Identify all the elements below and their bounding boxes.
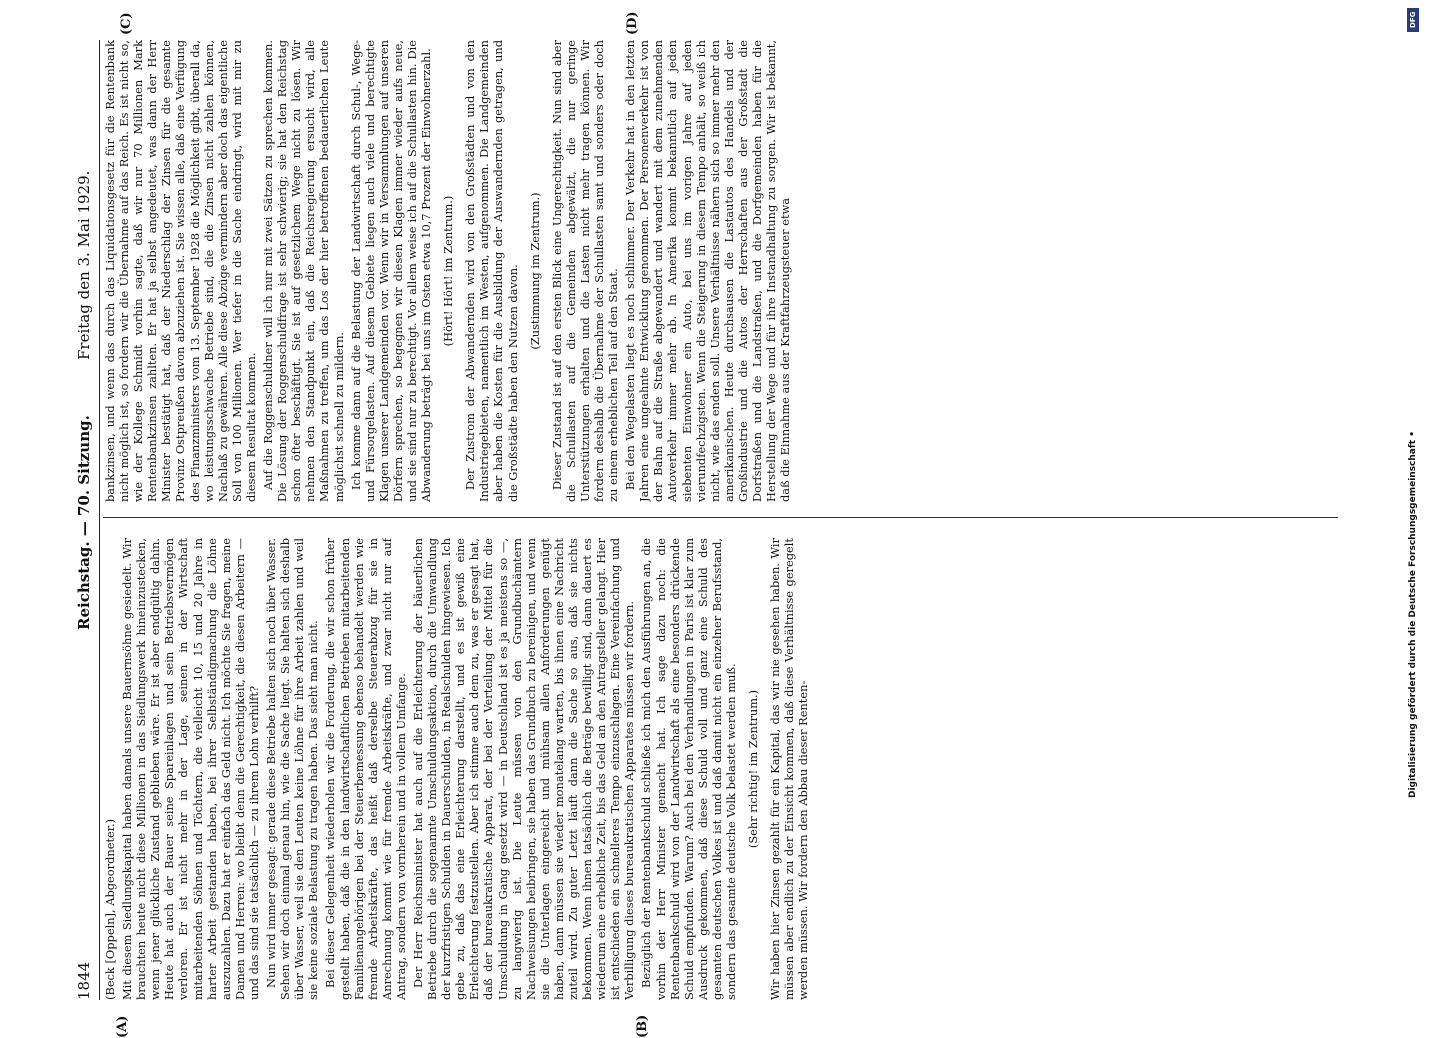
paragraph: Bei dieser Gelegenheit wiederholen wir die Forderung, die wir schon früher gestellt haben, daß die in den landwirtschaftlichen Betrieben mitarbeitenden Familienangehörigen bei der Steuerbemessung ebenso behandelt werden wie fremde Arbeitskräfte, das heißt daß derselbe Steuerabzug für sie in Anrechnung kommt wie für fremde Arbeitskräfte, und zwar nicht nur auf Antrag, sondern von vornherein und in vollem Umfange.: [323, 538, 408, 1000]
dfg-logo: DFG: [1407, 8, 1419, 32]
header-rule: [99, 40, 100, 1000]
speaker-line: (Beck [Oppeln], Abgeordneter.): [103, 818, 117, 1000]
interjection: (Hört! Hört! im Zentrum.): [441, 195, 456, 347]
paragraph: Mit diesem Siedlungskapital haben damals unsere Bauernsöhne gesiedelt. Wir brauchten heute nicht diese Millionen in das Siedlungswerk hineinzustecken, wenn jener glückliche Zustand geblieben wäre. Er ist aber endgültig dahin. Heute hat auch der Bauer seine Spareinlagen und sein Betriebsvermögen verloren. Er ist nicht mehr in der Lage, seinen in der Wirtschaft mitarbeitenden Söhnen und Töchtern, die vielleicht 10, 15 und 20 Jahre in harter Arbeit gestanden haben, bei ihrer Selbständigmachung die Löhne auszuzahlen. Dazu hat er einfach das Geld nicht. Ich möchte Sie fragen, meine Damen und Herren: wo bleibt denn die Gerechtigkeit, die diesen Arbeitern — und das sind sie tatsächlich — zu ihrem Lohn verhilft?: [120, 538, 261, 1000]
margin-marker-c: (C): [119, 12, 134, 35]
paragraph: Wir haben hier Zinsen gezahlt für ein Kapital, das wir nie gesehen haben. Wir müssen aber endlich zu der Einsicht kommen, daß diese Verhältnisse geregelt werden müssen. Wir fordern den Abbau dieser Renten-: [768, 538, 811, 1000]
margin-marker-b: (B): [635, 1014, 650, 1038]
paragraph: Dieser Zustand ist auf den ersten Blick eine Ungerechtigkeit. Nun sind aber die Schullasten auf die Gemeinden abgewälzt, die nur geringe Unterstützungen erhalten und die Lasten nicht mehr tragen können. Wir fordern deshalb die Übernahme der Schullasten samt und sonders oder doch zu einem erheblichen Teil auf den Staat.: [549, 40, 621, 502]
paragraph: Der Zustrom der Abwandernden wird von den Großstädten und von den Industriegebieten, namentlich im Westen, aufgenommen. Die Landgemeinden aber haben die Kosten für die Ausbildung der Auswandernden getragen, und die Großstädte haben den Nutzen davon.: [463, 40, 520, 502]
page-number: 1844: [75, 961, 93, 1000]
interjection: (Sehr richtig! im Zentrum.): [746, 689, 761, 849]
paragraph: Auf die Roggenschuldner will ich nur mit zwei Sätzen zu sprechen kommen. Die Lösung der Roggenschuldfrage ist sehr schwierig; sie hat den Reichstag schon öfter beschäftigt. Sie ist auf gesetzlichem Wege nicht zu lösen. Wir nehmen den Standpunkt ein, daß die Reichsregierung ersucht wird, alle Maßnahmen zu treffen, um das Los der hier betroffenen bedauerlichen Leute möglichst schnell zu mildern.: [261, 40, 346, 502]
paragraph: Nun wird immer gesagt: gerade diese Betriebe halten sich noch über Wasser. Sehen wir doch einmal genau hin, wie die Sache liegt. Sie halten sich deshalb über Wasser, weil sie den Leuten keine Löhne für ihre Arbeit zahlen und weil sie keine soziale Belastung zu tragen haben. Das sieht man nicht.: [264, 538, 321, 1000]
paragraph: Bei den Wegelasten liegt es noch schlimmer. Der Verkehr hat in den letzten Jahren eine ungeahnte Entwicklung genommen. Der Personenverkehr ist von der Bahn auf die Straße abgewandert und wandert mit dem zunehmenden Autoverkehr immer mehr ab. In Amerika kommt bekanntlich auf jeden siebenten Einwohner ein Auto, bei uns im vorigen Jahre auf jeden vierundfechzigsten. Wenn die Steigerung in diesem Tempo anhält, so weiß ich nicht, wie das enden soll. Unsere Verhältnisse nähern sich so immer mehr den amerikanischen. Heute durchsausen die Lastautos des Handels und der Großindustrie und die Autos der Herrschaften aus der Großstadt die Dorfstraßen und die Landstraßen, und die Dorfgemeinden haben für die Herstellung der Wege und für ihre Instandhaltung zu sorgen. Wir ist bekannt, daß die Einnahme aus der Kraftfahrzeugsteuer etwa: [623, 40, 793, 502]
column-divider: [103, 517, 1338, 518]
digitization-sidebar: [1393, 0, 1433, 1000]
right-column: [103, 40, 1343, 502]
paragraph: bankzinsen, und wenn das durch das Liquidationsgesetz für die Rentenbank nicht möglich ist, so fordern wir die Übernahme auf das Reich. Es ist nicht so, wie der Kollege Schmidt vorhin sagte, daß wir nur 70 Millionen Mark Rentenbankzinsen zahlten. Er hat ja selbst angedeutet, was dann der Herr Minister bestätigt hat, daß der Niederschlag der Zinsen für die gesamte Provinz Ostpreußen davon abzuziehen ist. Sie wissen alle, daß eine Verfügung des Finanzministers vom 13. September 1928 die Möglichkeit gibt, überall da, wo leistungsschwache Betriebe sind, die die Zinsen nicht zahlen können, Nachlaß zu gewähren. Alle diese Abzüge vermindern aber doch das eigentliche Soll von 100 Millionen. Wer tiefer in die Sache eindringt, wird mit mir zu diesem Resultat kommen.: [103, 40, 258, 502]
margin-marker-a: (A): [115, 1015, 130, 1038]
session-date: Freitag den 3. Mai 1929.: [75, 170, 93, 360]
paragraph: Ich komme dann auf die Belastung der Landwirtschaft durch Schul-, Wege- und Fürsorgelasten. Auf diesem Gebiete liegen auch viele und berechtigte Klagen unserer Landgemeinden vor. Wenn wir in Versammlungen auf unseren Dörfern sprechen, so begegnen wir diesen Klagen immer wieder aufs neue, und sie sind nur zu berechtigt. Vor allem weise ich auf die Schullasten hin. Die Abwanderung beträgt bei uns im Osten etwa 10,7 Prozent der Einwohnerzahl.: [348, 40, 434, 502]
left-column: [103, 538, 1343, 1000]
paragraph: Der Herr Reichsminister hat auch auf die Erleichterung der bäuerlichen Betriebe durch die sogenannte Umschuldungsaktion, durch die Umwandlung der kurzfristigen Schulden in Dauerschulden, in Realschulden hingewiesen. Ich gebe zu, daß das eine Erleichterung darstellt, und es ist gewiß eine Erleichterung festzustellen. Aber ich stimme auch dem zu, was er gesagt hat, daß der bureaukratische Apparat, der bei der Verteilung der Mittel für die Umschuldung in Gang gesetzt wird — in Deutschland ist es ja meistens so —, zu langwierig ist. Die Leute müssen von den Grundbuchämtern Nachweisungen beibringen, sie haben das Grundbuch zu bereinigen, und wenn sie die Unterlagen eingereicht und mühsam allen Anforderungen genügt haben, dann müssen sie wieder monatelang warten, bis ihnen eine Nachricht zuteil wird. Zu guter Letzt läuft dann die Sache so aus, daß sie nichts bekommen. Wenn ihnen tatsächlich die Beträge bewilligt sind, dann dauert es wiederum eine erhebliche Zeit, bis das Geld an den Antragsteller gelangt. Hier ist entschieden ein schnelleres Tempo einzuschlagen. Eine Vereinfachung und Verbilligung dieses bureaukratischen Apparates müssen wir fordern.: [410, 538, 637, 1000]
funding-notice: Digitalisierung gefördert durch die Deutsche Forschungsgemeinschaft •: [1408, 431, 1418, 798]
margin-marker-d: (D): [625, 11, 640, 35]
paragraph: Bezüglich der Rentenbankschuld schließe ich mich den Ausführungen an, die vorhin der Herr Minister gemacht hat. Ich sage dazu noch: die Rentenbankschuld wird von der Landwirtschaft als eine besonders drückende Schuld empfunden. Warum? Auch bei den Verhandlungen in Paris ist klar zum Ausdruck gekommen, daß diese Schuld voll und ganz eine Schuld des gesamten deutschen Volkes ist und daß damit nicht ein einzelner Berufsstand, sondern das gesamte deutsche Volk belastet werden muß.: [639, 538, 739, 1000]
interjection: (Zustimmung im Zentrum.): [527, 192, 542, 350]
page-header: [75, 40, 97, 1000]
session-title: Reichstag. — 70. Sitzung.: [75, 415, 93, 630]
rotated-page: [75, 11, 1345, 1038]
